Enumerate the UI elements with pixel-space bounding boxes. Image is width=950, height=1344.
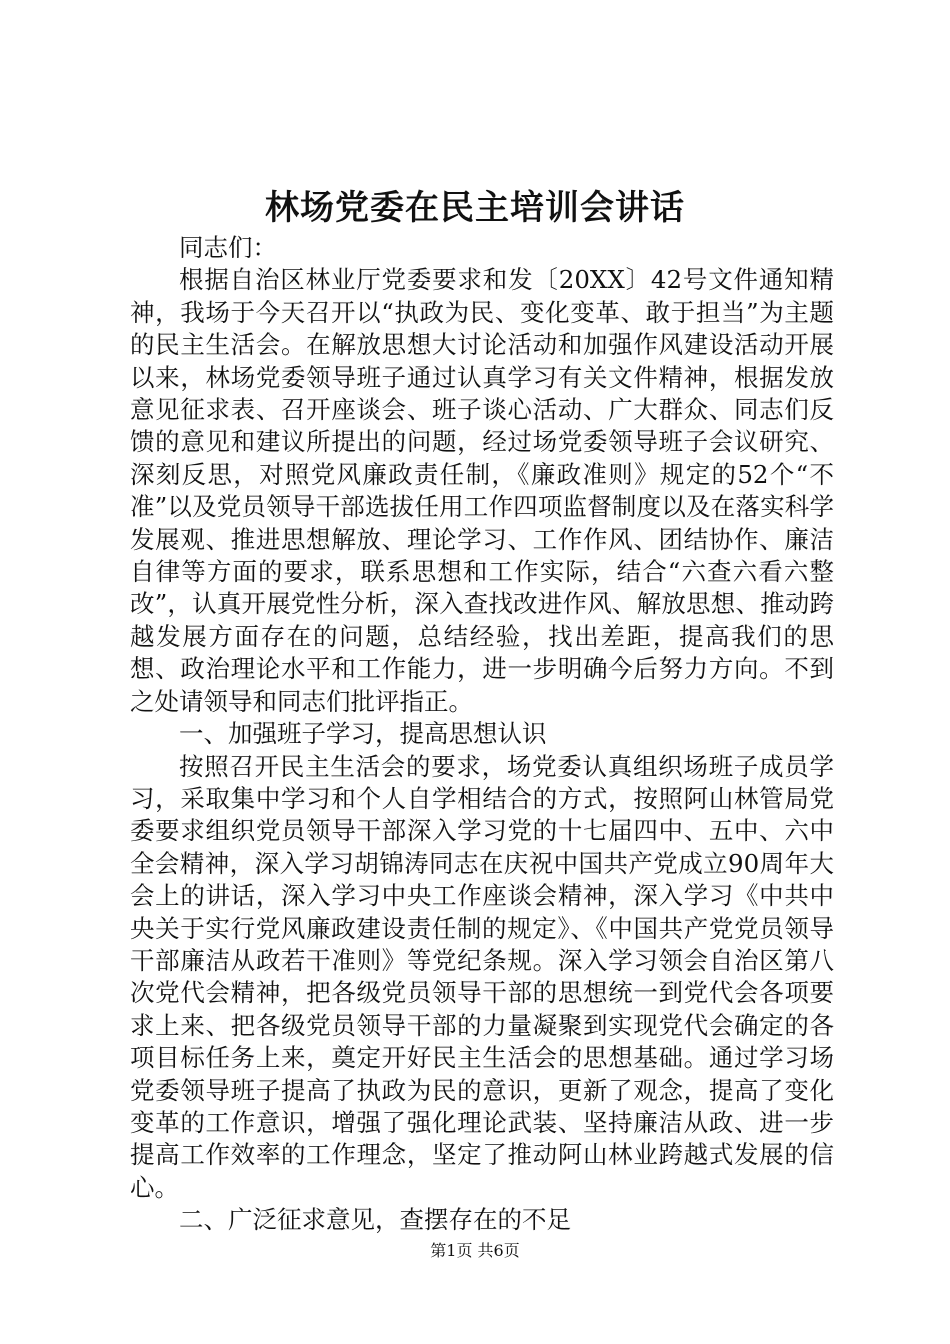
document-title: 林场党委在民主培训会讲话 bbox=[265, 188, 685, 228]
intro-paragraph: 根据自治区林业厅党委要求和发〔20XX〕42号文件通知精神，我场于今天召开以“执政为民、变化变革、敢于担当”为主题的民主生活会。在解放思想大讨论活动和加强作风建设活动开展以来，林场党委领导班子通过认真学习有关文件精神，根据发放意见征求表、召开座谈会、班子谈心活动、广大群众、同志们反馈的意见和建议所提出的问题，经过场党委领导班子会议研究、深刻反思，对照党风廉政责任制，《廉政准则》规定的52个“不准”以及党员领导干部选拔任用工作四项监督制度以及在落实科学发展观、推进思想解放、理论学习、工作作风、团结协作、廉洁自律等方面的要求，联系思想和工作实际，结合“六查六看六整改”，认真开展党性分析，深入查找改进作风、解放思想、推动跨越发展方面存在的问题，总结经验，找出差距，提高我们的思想、政治理论水平和工作能力，进一步明确今后努力方向。不到之处请领导和同志们批评指正。 bbox=[130, 265, 834, 716]
section-2-heading: 二、广泛征求意见，查摆存在的不足 bbox=[179, 1205, 571, 1235]
salutation: 同志们： bbox=[179, 233, 277, 262]
page-footer: 第1页 共6页 bbox=[430, 1241, 520, 1260]
section-1-heading: 一、加强班子学习，提高思想认识 bbox=[179, 719, 547, 749]
section-1-paragraph: 按照召开民主生活会的要求，场党委认真组织场班子成员学习，采取集中学习和个人自学相结合的方式，按照阿山林管局党委要求组织党员领导干部深入学习党的十七届四中、五中、六中全会精神，深入学习胡锦涛同志在庆祝中国共产党成立90周年大会上的讲话，深入学习中央工作座谈会精神，深入学习《中共中央关于实行党风廉政建设责任制的规定》、《中国共产党党员领导干部廉洁从政若干准则》等党纪条规。深入学习领会自治区第八次党代会精神，把各级党员领导干部的思想统一到党代会各项要求上来、把各级党员领导干部的力量凝聚到实现党代会确定的各项目标任务上来，奠定开好民主生活会的思想基础。通过学习场党委领导班子提高了执政为民的意识，更新了观念，提高了变化变革的工作意识，增强了强化理论武装、坚持廉洁从政、进一步提高工作效率的工作理念，坚定了推动阿山林业跨越式发展的信心。 bbox=[130, 751, 834, 1202]
document-body bbox=[130, 232, 834, 1237]
